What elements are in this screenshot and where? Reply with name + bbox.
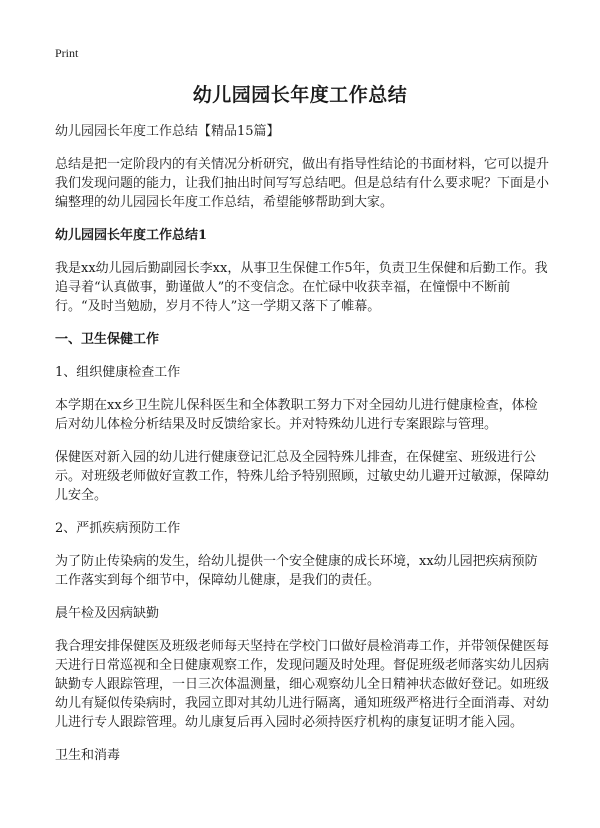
document-title: 幼儿园园长年度工作总结 (192, 84, 408, 106)
prevent-paragraph: 为了防止传染病的发生，给幼儿提供一个安全健康的成长环境，xx幼儿园把疾病预防工作落实到每个细节中，保障幼儿健康，是我们的责任。 (55, 554, 538, 588)
intro-paragraph: 总结是把一定阶段内的有关情况分析研究，做出有指导性结论的书面材料，它可以提升我们发现问题的能力，让我们抽出时间写写总结吧。但是总结有什么要求呢？下面是小编整理的幼儿园园长年度工作总结，希望能够帮助到大家。 (55, 157, 550, 210)
morning-paragraph: 我合理安排保健医及班级老师每天坚持在学校门口做好晨检消毒工作，并带领保健医每天进行日常巡视和全日健康观察工作，发现问题及时处理。督促班级老师落实幼儿因病缺勤专人跟踪管理，一日三次体温测量，细心观察幼儿全日精神状态做好登记。如班级幼儿有疑似传染病时，我园立即对其幼儿进行隔离，通知班级严格进行全面消毒、对幼儿进行专人跟踪管理。幼儿康复后再入园时必须持医疗机构的康复证明才能入园。 (55, 639, 550, 730)
subheading-prevent: 2、严抓疾病预防工作 (55, 521, 181, 536)
subheading-exam: 1、组织健康检查工作 (55, 365, 181, 380)
print-link[interactable]: Print (55, 46, 79, 60)
section-paragraph: 我是xx幼儿园后勤副园长李xx，从事卫生保健工作5年，负责卫生保健和后勤工作。我追寻着“认真做事，勤谨做人”的不变信念。在忙碌中收获幸福，在憧憬中不断前行。“及时当勉励，岁月不待人”这一学期又落下了帷幕。 (55, 261, 548, 314)
document-subtitle: 幼儿园园长年度工作总结【精品15篇】 (55, 124, 280, 139)
section-heading: 幼儿园园长年度工作总结1 (55, 228, 208, 243)
health-heading: 一、卫生保健工作 (55, 332, 160, 347)
document-body (55, 122, 550, 779)
exam-paragraph: 本学期在xx乡卫生院儿保科医生和全体教职工努力下对全园幼儿进行健康检查，体检后对幼儿体检分析结果及时反馈给家长。并对特殊幼儿进行专案跟踪与管理。 (55, 398, 538, 432)
register-paragraph: 保健医对新入园的幼儿进行健康登记汇总及全园特殊儿排查，在保健室、班级进行公示。对班级老师做好宣教工作，特殊儿给予特别照顾，过敏史幼儿避开过敏源，保障幼儿安全。 (55, 450, 550, 503)
subheading-morning: 晨午检及因病缺勤 (55, 606, 160, 621)
subheading-hygiene: 卫生和消毒 (55, 748, 121, 763)
